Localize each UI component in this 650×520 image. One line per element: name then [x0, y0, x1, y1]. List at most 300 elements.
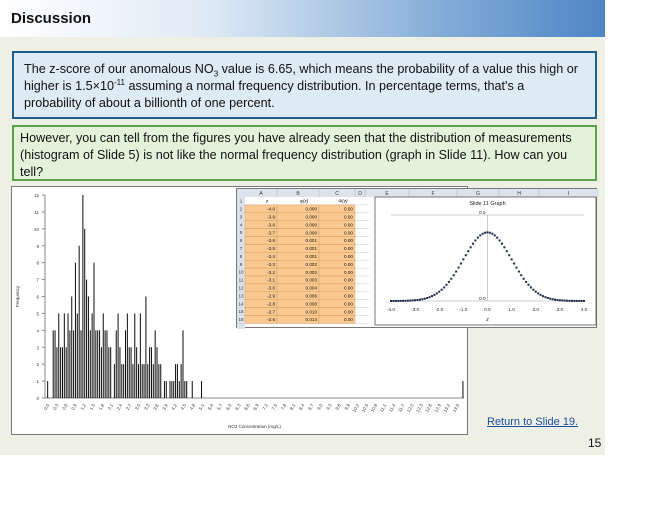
x-tick-label: 7.5 — [270, 403, 279, 411]
curve-x-tick-label: -2.0 — [435, 307, 444, 312]
y-tick-label: 8 — [36, 260, 39, 266]
x-tick-label: 11.4 — [388, 403, 397, 413]
table-cell-value: 0.00 — [344, 309, 353, 315]
histogram-bar — [84, 229, 85, 398]
curve-point — [438, 291, 440, 293]
curve-x-tick-label: 0.0 — [484, 307, 491, 312]
x-tick-label: 2.4 — [115, 403, 124, 411]
row-number[interactable]: 8 — [239, 253, 243, 259]
histogram-bar — [82, 195, 83, 398]
histogram-bar — [75, 263, 76, 398]
y-tick-label: 2 — [36, 362, 39, 368]
histogram-bar — [101, 347, 102, 398]
histogram-bar — [157, 347, 158, 398]
x-tick-label: 7.8 — [279, 403, 288, 411]
table-cell-value: -3.9 — [267, 214, 275, 220]
y-tick-label: 9 — [36, 243, 39, 249]
table-cell-value: 0.00 — [344, 222, 353, 228]
curve-point — [392, 300, 394, 302]
curve-point — [390, 300, 392, 302]
x-tick-label: 12.0 — [406, 403, 415, 414]
zscore-text-2: value is 6.65, which means the probability of a value this high or higher is 1.5×10 — [24, 62, 578, 93]
curve-point — [458, 267, 460, 269]
x-tick-label: 1.5 — [88, 403, 96, 411]
row-number[interactable]: 12 — [238, 285, 244, 291]
curve-x-tick-label: 1.0 — [508, 307, 515, 312]
curve-point — [419, 299, 421, 301]
histogram-bar — [182, 330, 183, 398]
histogram-bar — [99, 330, 100, 398]
curve-point — [484, 232, 486, 234]
histogram-bar — [179, 381, 180, 398]
curve-x-tick-label: 2.0 — [532, 307, 539, 312]
x-tick-label: 3.3 — [143, 403, 151, 411]
curve-point — [569, 300, 571, 302]
table-cell-value: -3.4 — [267, 254, 275, 259]
column-letter[interactable]: A — [259, 191, 263, 197]
curve-point — [395, 300, 397, 302]
y-axis-title: Frequency — [15, 285, 20, 308]
table-header: z — [265, 198, 269, 204]
curve-point — [470, 246, 472, 248]
page-number: 15 — [588, 436, 602, 450]
curve-point — [441, 289, 443, 291]
histogram-bar — [68, 313, 69, 398]
curve-point — [482, 233, 484, 235]
curve-point — [503, 246, 505, 248]
histogram-bar — [153, 364, 154, 398]
spreadsheet-svg — [237, 189, 598, 329]
curve-point — [443, 286, 445, 288]
x-tick-label: 0.9 — [70, 403, 78, 411]
x-tick-label: 3.6 — [152, 403, 160, 411]
histogram-bar — [171, 381, 172, 398]
curve-point — [426, 297, 428, 299]
histogram-bar — [145, 297, 146, 399]
histogram-bar — [60, 347, 61, 398]
histogram-bar — [173, 381, 174, 398]
histogram-bar — [155, 330, 156, 398]
table-header: Φ(z) — [338, 198, 348, 204]
curve-y-tick-label: 0.5 — [479, 210, 486, 215]
x-tick-label: 3.0 — [134, 403, 142, 411]
zscore-textbox — [12, 51, 597, 119]
curve-point — [489, 232, 491, 234]
table-cell-value: -2.7 — [267, 309, 275, 315]
table-cell-value: 0.010 — [305, 309, 317, 315]
curve-point — [421, 298, 423, 300]
x-tick-label: 13.5 — [451, 403, 461, 414]
histogram-bar — [73, 330, 74, 398]
histogram-bar — [106, 330, 107, 398]
curve-point — [462, 258, 464, 260]
table-cell-value: 0.000 — [305, 214, 317, 220]
curve-point — [576, 300, 578, 302]
curve-point — [487, 231, 489, 233]
curve-point — [460, 263, 462, 265]
table-cell-value: -3.3 — [267, 261, 275, 267]
curve-point — [561, 299, 563, 301]
table-cell-value: 0.00 — [344, 238, 353, 244]
curve-point — [537, 292, 539, 294]
table-cell-value: 0.003 — [305, 277, 317, 283]
curve-point — [513, 263, 515, 265]
curve-point — [501, 243, 503, 245]
x-tick-label: 6.3 — [234, 403, 242, 411]
histogram-bar — [131, 347, 132, 398]
curve-point — [445, 284, 447, 286]
histogram-bar — [125, 330, 126, 398]
curve-point — [402, 300, 404, 302]
curve-point — [465, 254, 467, 256]
x-tick-label: 9.0 — [316, 403, 324, 411]
table-cell-value: 0.014 — [305, 317, 317, 323]
column-letter[interactable]: H — [517, 191, 521, 197]
table-cell-value: 0.008 — [305, 301, 317, 307]
table-cell-value: -3.1 — [267, 277, 275, 283]
table-cell-value: 0.002 — [305, 261, 317, 267]
curve-point — [404, 300, 406, 302]
x-tick-label: 9.6 — [334, 403, 342, 411]
curve-point — [433, 294, 435, 296]
normal-curve-chart-title: Slide 11 Graph — [469, 201, 506, 207]
x-tick-label: 5.1 — [197, 403, 206, 411]
curve-point — [554, 299, 556, 301]
table-cell-value: 0.002 — [305, 269, 317, 275]
row-number[interactable]: 15 — [238, 309, 244, 315]
x-tick-label: 8.7 — [307, 403, 315, 411]
curve-point — [417, 299, 419, 301]
table-cell-value: 0.00 — [344, 269, 353, 275]
curve-point — [581, 300, 583, 302]
curve-point — [523, 278, 525, 280]
histogram-bar — [71, 297, 72, 399]
histogram-bar — [114, 364, 115, 398]
histogram-bar — [142, 364, 143, 398]
table-cell-value: -4.0 — [267, 206, 275, 212]
table-cell-value: 0.00 — [344, 261, 353, 267]
histogram-bar — [151, 347, 152, 398]
histogram-bar — [134, 313, 135, 398]
histogram-bar — [88, 297, 89, 399]
x-tick-label: 0.6 — [61, 403, 69, 411]
x-tick-label: 12.3 — [415, 403, 424, 414]
curve-point — [520, 274, 522, 276]
histogram-bar — [97, 330, 98, 398]
curve-point — [474, 239, 476, 241]
table-cell-value: -3.2 — [267, 269, 275, 275]
histogram-bar — [116, 330, 117, 398]
histogram-bar — [184, 381, 185, 398]
curve-point — [552, 298, 554, 300]
title-bar — [0, 0, 605, 37]
table-cell-value: 0.004 — [305, 285, 317, 291]
curve-point — [429, 296, 431, 298]
x-tick-label: 9.3 — [325, 403, 333, 411]
curve-x-tick-label: 3.0 — [556, 307, 564, 312]
x-tick-label: 5.7 — [216, 403, 224, 411]
x-tick-label: 1.8 — [97, 403, 106, 411]
table-cell-value: -2.9 — [267, 293, 275, 299]
curve-point — [424, 298, 426, 300]
histogram-bar — [462, 381, 463, 398]
table-header: φ(z) — [299, 198, 309, 204]
histogram-bar — [118, 313, 119, 398]
table-cell-value: -2.8 — [267, 301, 275, 307]
histogram-bar — [149, 347, 150, 398]
table-cell-value: 0.000 — [305, 206, 317, 212]
zscore-text-1: The z-score of our anomalous NO — [24, 62, 214, 76]
curve-point — [511, 258, 513, 260]
curve-point — [499, 239, 501, 241]
curve-point — [556, 299, 558, 301]
curve-y-tick-label: 0.0 — [479, 296, 486, 301]
curve-point — [496, 237, 498, 239]
curve-point — [436, 292, 438, 294]
table-cell-value: 0.00 — [344, 246, 353, 252]
x-tick-label: 6.0 — [225, 403, 233, 411]
x-tick-label: 6.9 — [252, 403, 260, 411]
column-header-strip — [237, 189, 598, 197]
table-cell-value: 0.006 — [305, 293, 317, 299]
x-axis-title: NO3 Concentration (mg/L) — [228, 424, 281, 429]
histogram-bar — [136, 347, 137, 398]
table-cell-value: -2.6 — [267, 317, 275, 323]
table-cell-value: -3.5 — [267, 246, 275, 252]
table-cell-value: 0.00 — [344, 301, 353, 307]
y-tick-label: 3 — [36, 345, 39, 351]
row-number[interactable]: 16 — [238, 317, 244, 323]
table-cell-value: 0.00 — [344, 206, 353, 212]
table-cell-value: 0.000 — [305, 230, 317, 236]
slide-title: Discussion — [11, 10, 92, 27]
histogram-bar — [177, 364, 178, 398]
row-number[interactable]: 3 — [239, 214, 243, 220]
curve-point — [455, 271, 457, 273]
curve-point — [448, 281, 450, 283]
exponent-superscript: -11 — [113, 77, 125, 87]
curve-point — [397, 300, 399, 302]
curve-point — [494, 234, 496, 236]
y-tick-label: 4 — [36, 328, 39, 334]
curve-point — [564, 300, 566, 302]
histogram-bar — [66, 347, 67, 398]
curve-point — [542, 295, 544, 297]
question-textbox — [12, 125, 597, 181]
x-tick-label: 12.9 — [433, 403, 443, 414]
curve-point — [528, 284, 530, 286]
curve-point — [409, 300, 411, 302]
row-number[interactable]: 13 — [238, 293, 244, 299]
table-cell-value: 0.00 — [344, 285, 353, 291]
histogram-bar — [181, 364, 182, 398]
curve-point — [477, 237, 479, 239]
table-cell-value: 0.00 — [344, 214, 353, 220]
histogram-bar — [175, 364, 176, 398]
x-tick-label: 4.8 — [188, 403, 197, 411]
curve-point — [525, 281, 527, 283]
histogram-bar — [160, 364, 161, 398]
column-letter[interactable]: B — [296, 191, 300, 197]
curve-point — [412, 299, 414, 301]
column-letter[interactable]: E — [385, 191, 389, 197]
table-cell-value: 0.00 — [344, 230, 353, 236]
curve-point — [518, 271, 520, 273]
row-number[interactable]: 10 — [238, 269, 244, 275]
column-letter[interactable]: G — [476, 191, 480, 197]
y-tick-label: 12 — [33, 193, 39, 198]
histogram-bar — [169, 381, 170, 398]
y-tick-label: 0 — [36, 396, 39, 401]
curve-point — [559, 299, 561, 301]
x-tick-label: 11.1 — [378, 403, 388, 413]
y-tick-label: 11 — [34, 209, 39, 215]
histogram-bar — [64, 313, 65, 398]
row-number[interactable]: 1 — [239, 198, 243, 204]
x-tick-label: 7.2 — [261, 403, 270, 411]
column-letter[interactable]: F — [431, 191, 435, 197]
histogram-bar — [103, 313, 104, 398]
row-number[interactable]: 11 — [238, 277, 244, 283]
curve-point — [400, 300, 402, 302]
row-number[interactable]: 7 — [239, 246, 243, 251]
row-number[interactable]: 6 — [239, 238, 243, 244]
histogram-bar — [55, 330, 56, 398]
curve-point — [540, 294, 542, 296]
table-cell-value: 0.001 — [305, 254, 317, 259]
x-tick-label: 2.7 — [124, 403, 133, 411]
curve-point — [544, 296, 546, 298]
curve-point — [547, 297, 549, 299]
curve-x-tick-label: -4.0 — [387, 307, 395, 312]
curve-point — [583, 300, 585, 302]
curve-point — [479, 234, 481, 236]
x-tick-label: 4.2 — [170, 403, 178, 411]
histogram-bar — [90, 330, 91, 398]
curve-point — [508, 254, 510, 256]
table-cell-value: 0.00 — [344, 317, 353, 323]
question-text: However, you can tell from the figures you have already seen that the distribution of measurements (histogram of Slide 5) is not like the normal frequency distribution (graph in Slide 11). How can you tell? — [20, 131, 572, 179]
return-to-slide-19-link[interactable]: Return to Slide 19. — [487, 416, 579, 428]
x-tick-label: 10.2 — [351, 403, 361, 414]
spreadsheet-window — [236, 188, 597, 328]
x-tick-label: 3.9 — [161, 403, 169, 411]
x-tick-label: 8.4 — [298, 403, 306, 411]
curve-point — [407, 300, 409, 302]
table-cell-value: 0.00 — [344, 277, 353, 283]
curve-x-tick-label: -3.0 — [411, 307, 420, 312]
curve-point — [571, 300, 573, 302]
histogram-bar — [164, 381, 165, 398]
table-cell-value: -3.7 — [267, 230, 275, 236]
histogram-bar — [53, 330, 54, 398]
histogram-bar — [132, 364, 133, 398]
y-tick-label: 6 — [36, 294, 39, 300]
histogram-bar — [129, 347, 130, 398]
histogram-bar — [110, 347, 111, 398]
table-cell-value: 0.000 — [305, 222, 317, 228]
normal-curve-chart-frame — [375, 197, 596, 325]
histogram-bar — [201, 381, 202, 398]
histogram-bar — [121, 364, 122, 398]
histogram-bar — [69, 330, 70, 398]
histogram-bar — [95, 330, 96, 398]
y-tick-label: 5 — [36, 311, 39, 317]
histogram-bar — [144, 364, 145, 398]
histogram-bar — [147, 364, 148, 398]
histogram-bar — [105, 330, 106, 398]
curve-point — [532, 289, 534, 291]
curve-x-axis-title: z — [486, 317, 489, 323]
histogram-bar — [192, 381, 193, 398]
x-tick-label: 10.5 — [360, 403, 370, 414]
histogram-bar — [62, 347, 63, 398]
histogram-bar — [56, 347, 57, 398]
x-tick-label: 4.5 — [179, 403, 188, 411]
x-tick-label: 12.6 — [424, 403, 433, 414]
curve-point — [530, 286, 532, 288]
curve-point — [431, 295, 433, 297]
histogram-bar — [58, 313, 59, 398]
histogram-bar — [138, 364, 139, 398]
y-tick-label: 7 — [36, 277, 39, 283]
curve-point — [566, 300, 568, 302]
curve-point — [414, 299, 416, 301]
y-tick-label: 1 — [36, 379, 39, 385]
histogram-bar — [158, 364, 159, 398]
table-cell-value: -3.6 — [267, 238, 275, 244]
curve-point — [506, 250, 508, 252]
curve-point — [549, 298, 551, 300]
curve-x-tick-label: -1.0 — [459, 307, 468, 312]
table-cell-value: 0.00 — [344, 254, 353, 259]
curve-point — [453, 274, 455, 276]
histogram-bar — [77, 313, 78, 398]
curve-point — [573, 300, 575, 302]
histogram-bar — [166, 381, 167, 398]
x-tick-label: 10.8 — [369, 403, 379, 414]
curve-point — [578, 300, 580, 302]
x-tick-label: 2.1 — [106, 403, 115, 411]
curve-point — [472, 243, 474, 245]
histogram-bar — [127, 313, 128, 398]
x-tick-label: 0.0 — [42, 403, 51, 411]
table-cell-value: 0.001 — [305, 238, 317, 244]
x-tick-label: 13.2 — [442, 403, 452, 414]
x-tick-label: 11.7 — [397, 403, 406, 413]
histogram-bar — [93, 263, 94, 398]
row-number[interactable]: 14 — [238, 301, 244, 307]
row-number[interactable]: 2 — [239, 206, 243, 212]
curve-point — [535, 291, 537, 293]
histogram-bar — [123, 364, 124, 398]
column-letter[interactable]: I — [567, 191, 570, 197]
table-cell-value: -3.0 — [267, 285, 275, 291]
row-number[interactable]: 9 — [239, 261, 243, 267]
x-tick-label: 9.9 — [343, 403, 352, 411]
curve-point — [491, 233, 493, 235]
row-number[interactable]: 5 — [239, 230, 243, 236]
x-tick-label: 0.3 — [52, 403, 60, 411]
column-letter[interactable]: C — [335, 191, 339, 197]
zscore-text-3: assuming a normal frequency distribution. In percentage terms, that's a probability of about a billionth of one percent. — [24, 79, 525, 110]
no3-subscript: 3 — [213, 69, 219, 79]
row-number[interactable]: 4 — [239, 222, 243, 228]
column-letter[interactable]: D — [358, 191, 362, 197]
histogram-bar — [92, 313, 93, 398]
histogram-bar — [79, 246, 80, 398]
x-tick-label: 6.6 — [243, 403, 251, 411]
